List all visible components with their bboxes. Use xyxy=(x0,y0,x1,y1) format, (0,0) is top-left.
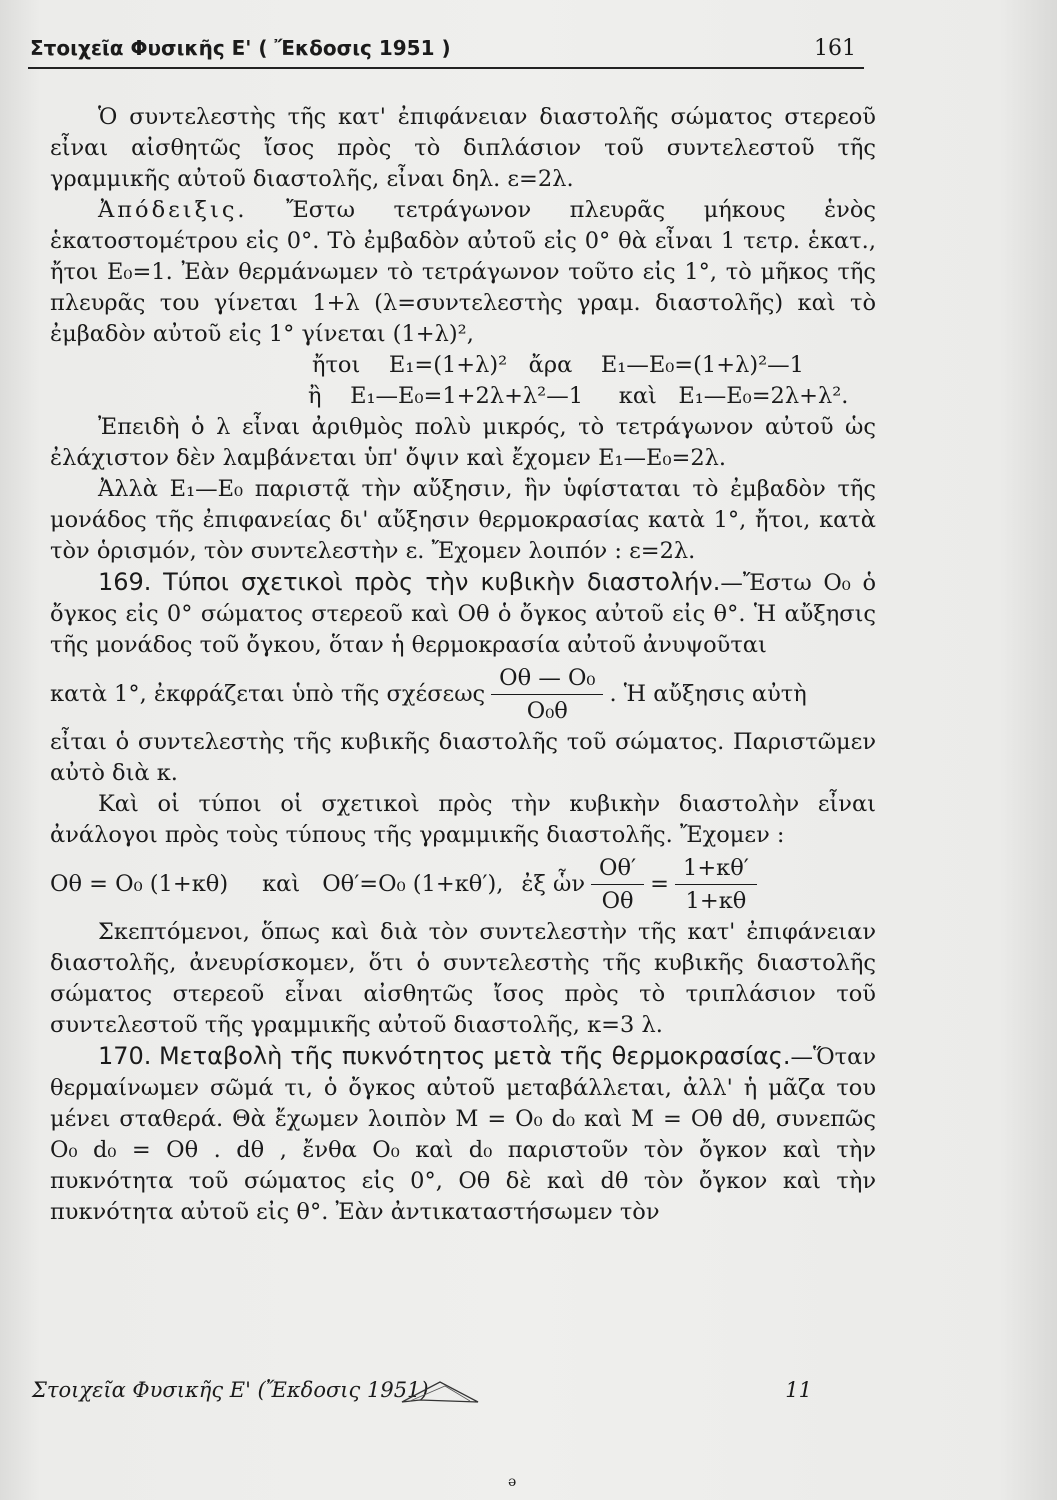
expansion-ratio-numerator: 1+κθ′ xyxy=(675,854,757,885)
section-170-paragraph xyxy=(50,1041,876,1228)
fraction-numerator: Oθ — O₀ xyxy=(491,664,603,695)
fraction-denominator: O₀θ xyxy=(526,697,568,724)
equation-line-2: ἢ E₁—E₀=1+2λ+λ²—1 καὶ E₁—E₀=2λ+λ². xyxy=(308,383,849,409)
fraction-prefix: κατὰ 1°, ἐκφράζεται ὑπὸ τῆς σχέσεως xyxy=(50,680,486,707)
equation-line-1: ἤτοι E₁=(1+λ)² ἄρα E₁—E₀=(1+λ)²—1 xyxy=(312,352,804,378)
ratio-equals: = xyxy=(650,870,669,897)
volume-formula-line xyxy=(50,853,876,915)
expansion-ratio xyxy=(675,854,757,915)
formula-from: ἐξ ὧν xyxy=(521,870,586,897)
section-169-number: 169. xyxy=(98,568,152,596)
cubic-coefficient-paragraph: Σκεπτόμενοι, ὅπως καὶ διὰ τὸν συντελεστὴν τῆς κατ' ἐπιφάνειαν διαστολῆς, ἀνευρίσκομεν, ὅτι ὁ συντελεστὴς τῆς κυβικῆς διαστολῆς σώματος στερεοῦ εἶναι αἰσθητῶς ἴσος πρὸς τὸ τριπλάσιον τοῦ συντελεστοῦ τῆς γραμμικῆς αὐτοῦ διαστολῆς, κ=3 λ. xyxy=(50,919,876,1038)
proof-paragraph xyxy=(50,195,876,350)
running-title: Στοιχεῖα Φυσικῆς Ε' ( Ἔκδοσις 1951 ) xyxy=(30,36,451,60)
analogy-paragraph: Καὶ οἱ τύποι οἱ σχετικοὶ πρὸς τὴν κυβικὴν διαστολὴν εἶναι ἀνάλογοι πρὸς τοὺς τύπους τῆς γραμμικῆς διαστολῆς. Ἔχομεν : xyxy=(50,791,876,848)
section-170-title: Μεταβολὴ τῆς πυκνότητος μετὰ τῆς θερμοκρασίας. xyxy=(158,1042,791,1070)
formula-and: καὶ xyxy=(262,870,301,897)
volume-ratio xyxy=(591,854,644,915)
formula-a: Oθ = O₀ (1+κθ) xyxy=(50,870,229,897)
fraction-suffix: . Ἡ αὔξησις αὐτὴ xyxy=(609,680,807,707)
footer-sheet-number: 11 xyxy=(785,1378,812,1402)
pen-flourish-icon xyxy=(400,1372,480,1412)
page-number: 161 xyxy=(814,36,856,61)
coefficient-definition: εἶται ὁ συντελεστὴς τῆς κυβικῆς διαστολῆς τοῦ σώματος. Παριστῶμεν αὐτὸ διὰ κ. xyxy=(50,729,876,786)
section-169-paragraph xyxy=(50,567,876,661)
since-paragraph: Ἐπειδὴ ὁ λ εἶναι ἀριθμὸς πολὺ μικρός, τὸ τετράγωνον αὐτοῦ ὡς ἐλάχιστον δὲν λαμβάνεται ὑπ' ὄψιν καὶ ἔχομεν E₁—E₀=2λ. xyxy=(50,414,876,471)
footer-signature: Στοιχεῖα Φυσικῆς Ε' (Ἔκδοσις 1951) xyxy=(32,1378,429,1402)
expansion-fraction-line xyxy=(50,663,876,725)
section-169-text: —Ἔστω O₀ ὁ ὄγκος εἰς 0° σώματος στερεοῦ καὶ Oθ ὁ ὄγκος αὐτοῦ εἰς θ°. Ἡ αὔξησις τῆς μονάδος τοῦ ὄγκου, ὅταν ἡ θερμοκρασία αὐτοῦ ἀνυψοῦται xyxy=(50,570,876,658)
print-mark: ə xyxy=(508,1474,517,1490)
header-rule xyxy=(28,67,864,69)
volume-ratio-numerator: Oθ′ xyxy=(591,854,644,885)
running-header xyxy=(30,36,860,61)
proof-text: Ἔστω τετράγωνον πλευρᾶς μήκους ἑνὸς ἑκατοστομέτρου εἰς 0°. Τὸ ἐμβαδὸν αὐτοῦ εἰς 0° θὰ εἶναι 1 τετρ. ἑκατ., ἤτοι E₀=1. Ἐὰν θερμάνωμεν τὸ τετράγωνον τοῦτο εἰς 1°, τὸ μῆκος τῆς πλευρᾶς του γίνεται 1+λ (λ=συντελεστὴς γραμ. διαστολῆς) καὶ τὸ ἐμβαδὸν αὐτοῦ εἰς 1° γίνεται (1+λ)², xyxy=(50,197,876,347)
proof-label: Ἀπόδειξις. xyxy=(98,197,248,223)
but-paragraph: Ἀλλὰ E₁—E₀ παριστᾷ τὴν αὔξησιν, ἣν ὑφίσταται τὸ ἐμβαδὸν τῆς μονάδος τῆς ἐπιφανείας δι' αὔξησιν θερμοκρασίας κατὰ 1°, ἤτοι, κατὰ τὸν ὁρισμόν, τὸν συντελεστὴν ε. Ἔχομεν λοιπόν : ε=2λ. xyxy=(50,476,876,564)
expansion-ratio-denominator: 1+κθ xyxy=(685,887,747,914)
section-170-number: 170. xyxy=(98,1042,152,1070)
formula-b: Oθ′=O₀ (1+κθ′), xyxy=(322,870,504,897)
volume-ratio-denominator: Oθ xyxy=(601,887,634,914)
section-169-title: Τύποι σχετικοὶ πρὸς τὴν κυβικὴν διαστολήν. xyxy=(163,568,721,596)
page-body xyxy=(50,102,876,1228)
expansion-fraction xyxy=(491,664,603,725)
section-170-text: —Ὅταν θερμαίνωμεν σῶμά τι, ὁ ὄγκος αὐτοῦ μεταβάλλεται, ἀλλ' ἡ μᾶζα του μένει σταθερά. Θὰ ἔχωμεν λοιπὸν M = O₀ d₀ καὶ M = Oθ dθ, συνεπῶς O₀ d₀ = Oθ . dθ , ἔνθα O₀ καὶ d₀ παριστοῦν τὸν ὄγκον καὶ τὴν πυκνότητα τοῦ σώματος εἰς 0°, Oθ δὲ καὶ dθ τὸν ὄγκον καὶ τὴν πυκνότητα αὐτοῦ εἰς θ°. Ἐὰν ἀντικαταστήσωμεν τὸν xyxy=(50,1044,877,1225)
theorem-paragraph: Ὁ συντελεστὴς τῆς κατ' ἐπιφάνειαν διαστολῆς σώματος στερεοῦ εἶναι αἰσθητῶς ἴσος πρὸς τὸ διπλάσιον τοῦ συντελεστοῦ τῆς γραμμικῆς αὐτοῦ διαστολῆς, εἶναι δηλ. ε=2λ. xyxy=(50,104,876,192)
